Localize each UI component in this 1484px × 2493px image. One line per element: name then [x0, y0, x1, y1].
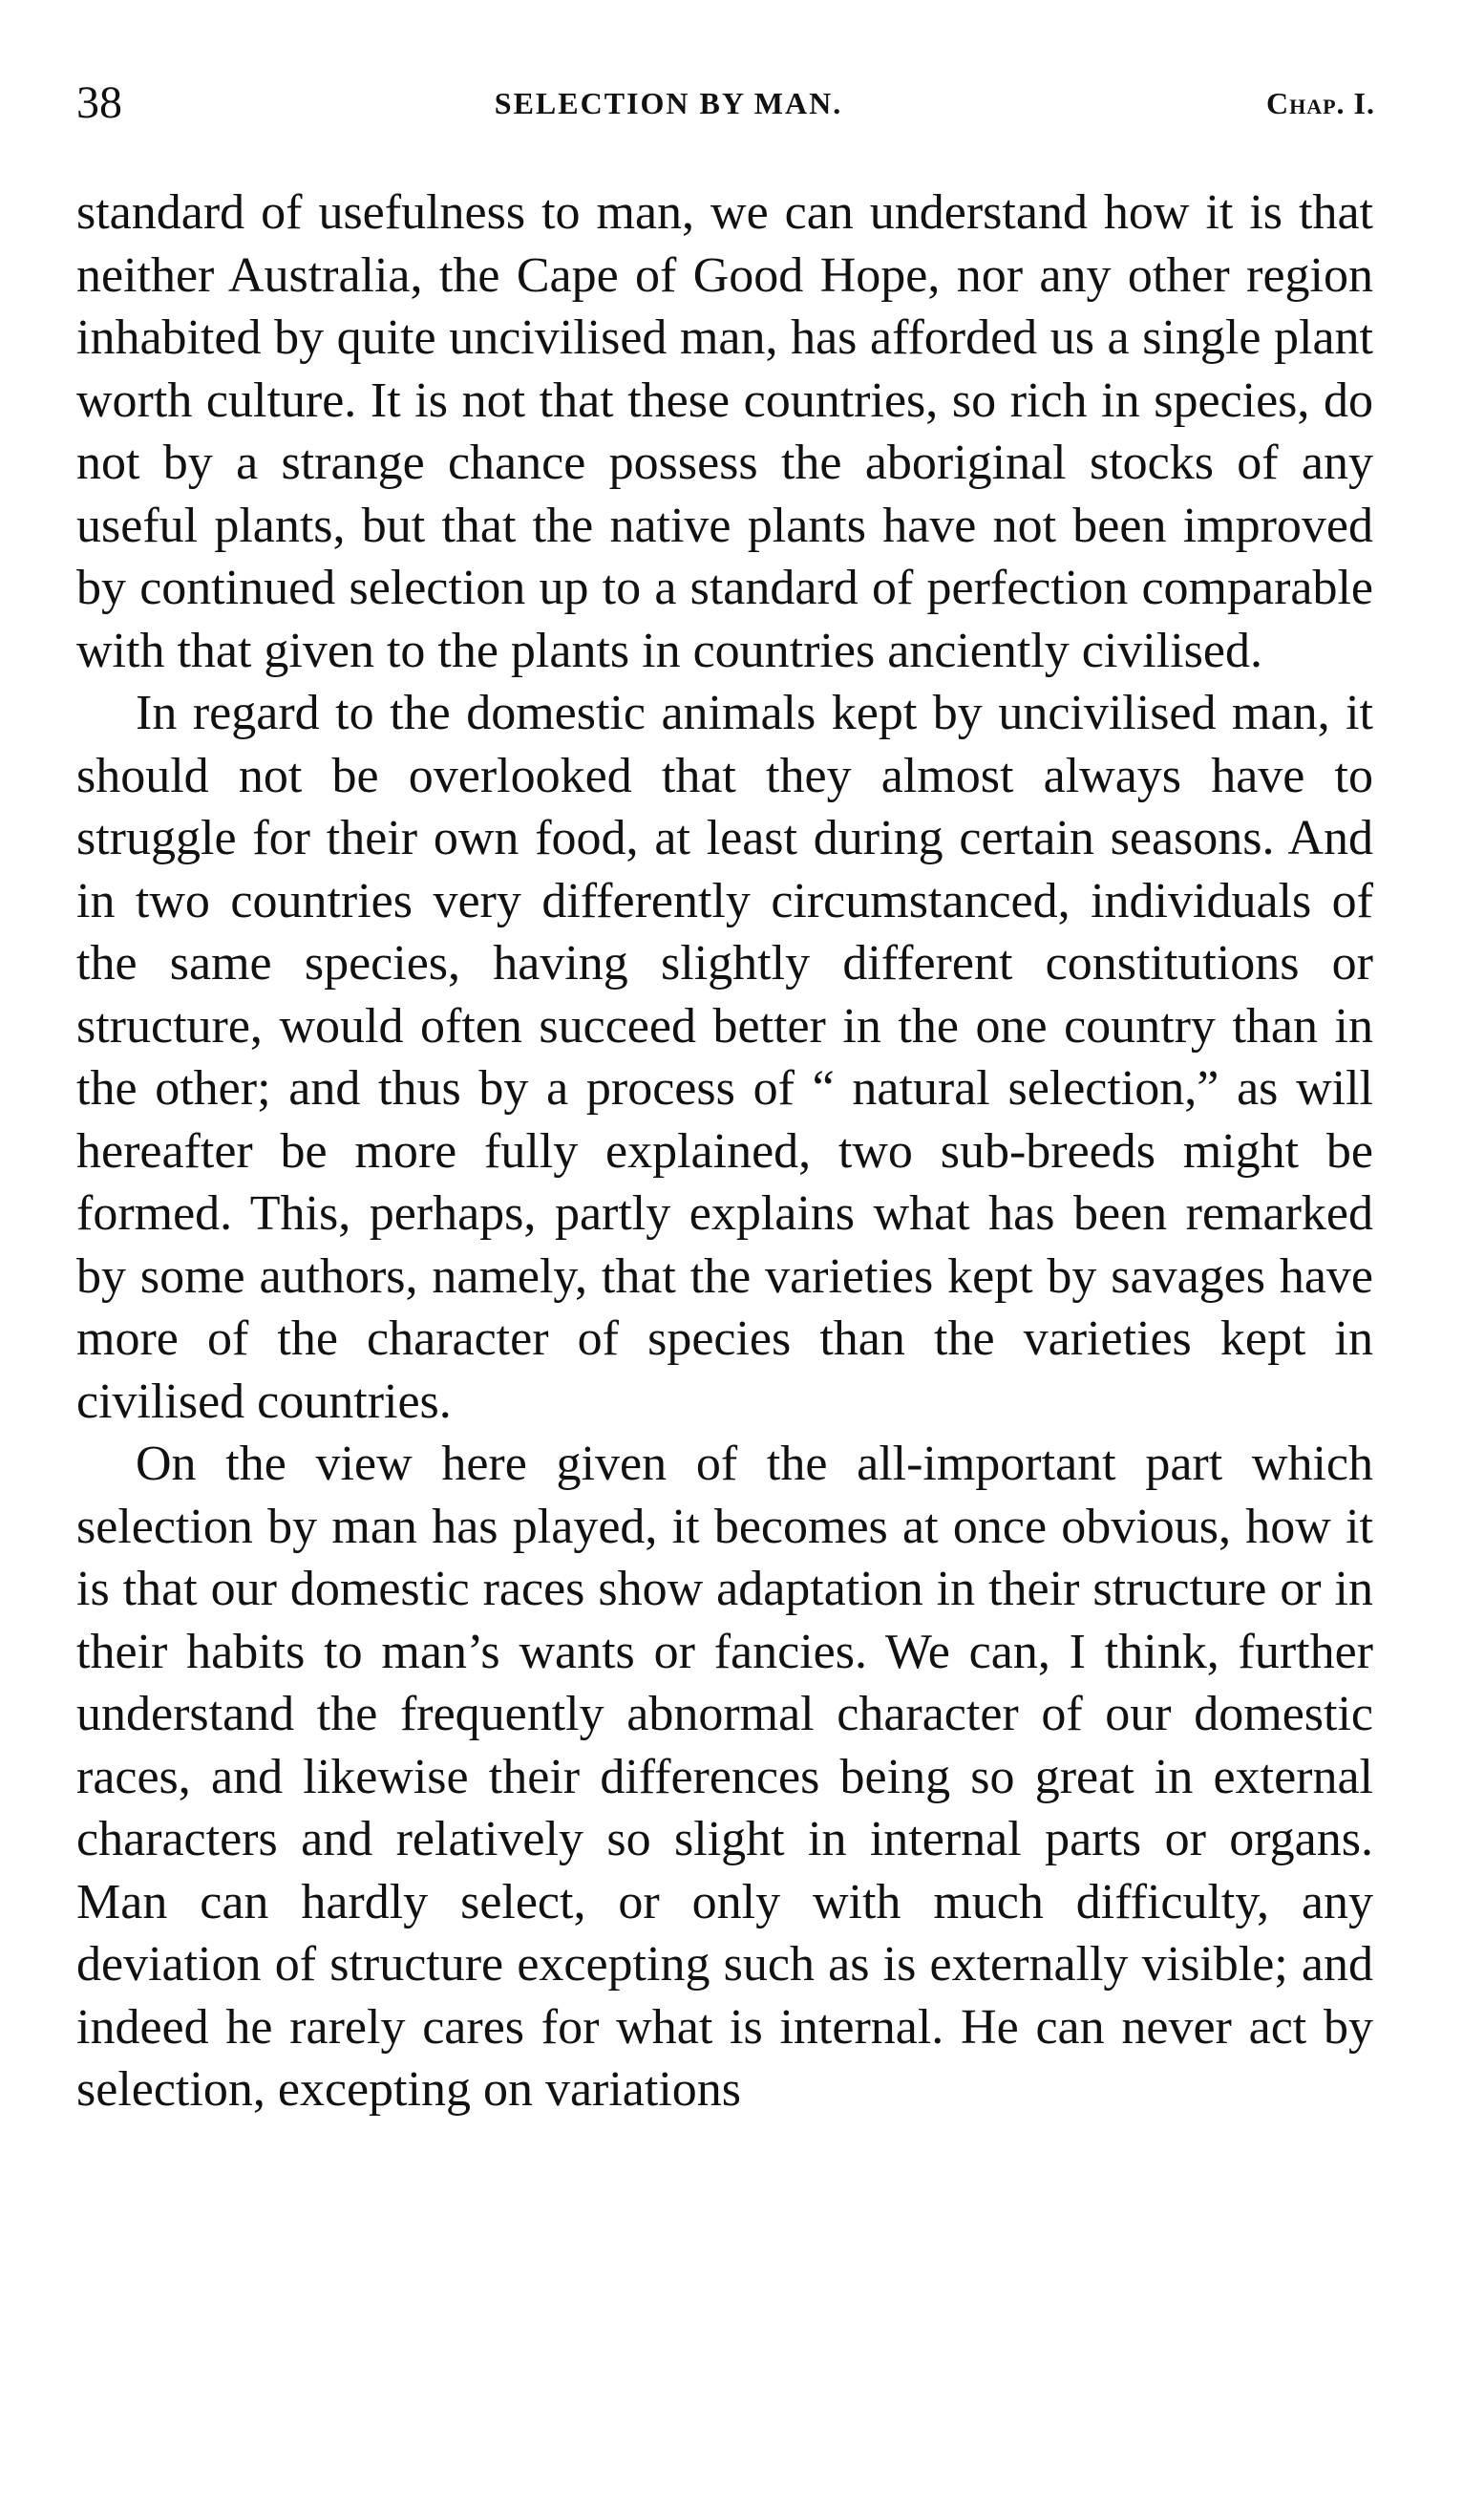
body-text — [76, 181, 1373, 2121]
running-title: SELECTION BY MAN. — [494, 86, 843, 120]
running-head — [76, 75, 1375, 132]
paragraph-selection-by-man: On the view here given of the all-important part which selection by man has played, it becomes at once obvious, how it is that our domestic races show adaptation in their structure or in their habits to man’s wants or fancies. We can, I think, further understand the frequently abnormal character of our domestic races, and likewise their differences being so great in external characters and relatively so slight in internal parts or organs. Man can hardly select, or only with much difficulty, any deviation of structure excepting such as is externally visible; and indeed he rarely cares for what is internal. He can never act by selection, excepting on variations — [76, 1437, 1373, 2117]
chapter-label: Chap. I. — [1265, 86, 1375, 120]
paragraph-continued: standard of usefulness to man, we can understand how it is that neither Australia, the Cape of Good Hope, nor any other region inhabited by quite uncivilised man, has afforded us a single plant worth culture. It is not that these countries, so rich in species, do not by a strange chance possess the aboriginal stocks of any useful plants, but that the native plants have not been improved by continued selection up to a standard of perfection comparable with that given to the plants in countries anciently civilised. — [76, 185, 1373, 678]
paragraph-domestic-animals: In regard to the domestic animals kept by uncivilised man, it should not be overlooked that they almost always have to struggle for their own food, at least during certain seasons. And in two countries very differently circumstanced, individuals of the same species, having slightly different constitutions or structure, would often succeed better in the one country than in the other; and thus by a process of “ natural selection,” as will hereafter be more fully explained, two sub-breeds might be formed. This, perhaps, partly explains what has been remarked by some authors, namely, that the varieties kept by savages have more of the character of species than the varieties kept in civilised countries. — [76, 686, 1373, 1429]
page-number: 38 — [76, 77, 122, 128]
